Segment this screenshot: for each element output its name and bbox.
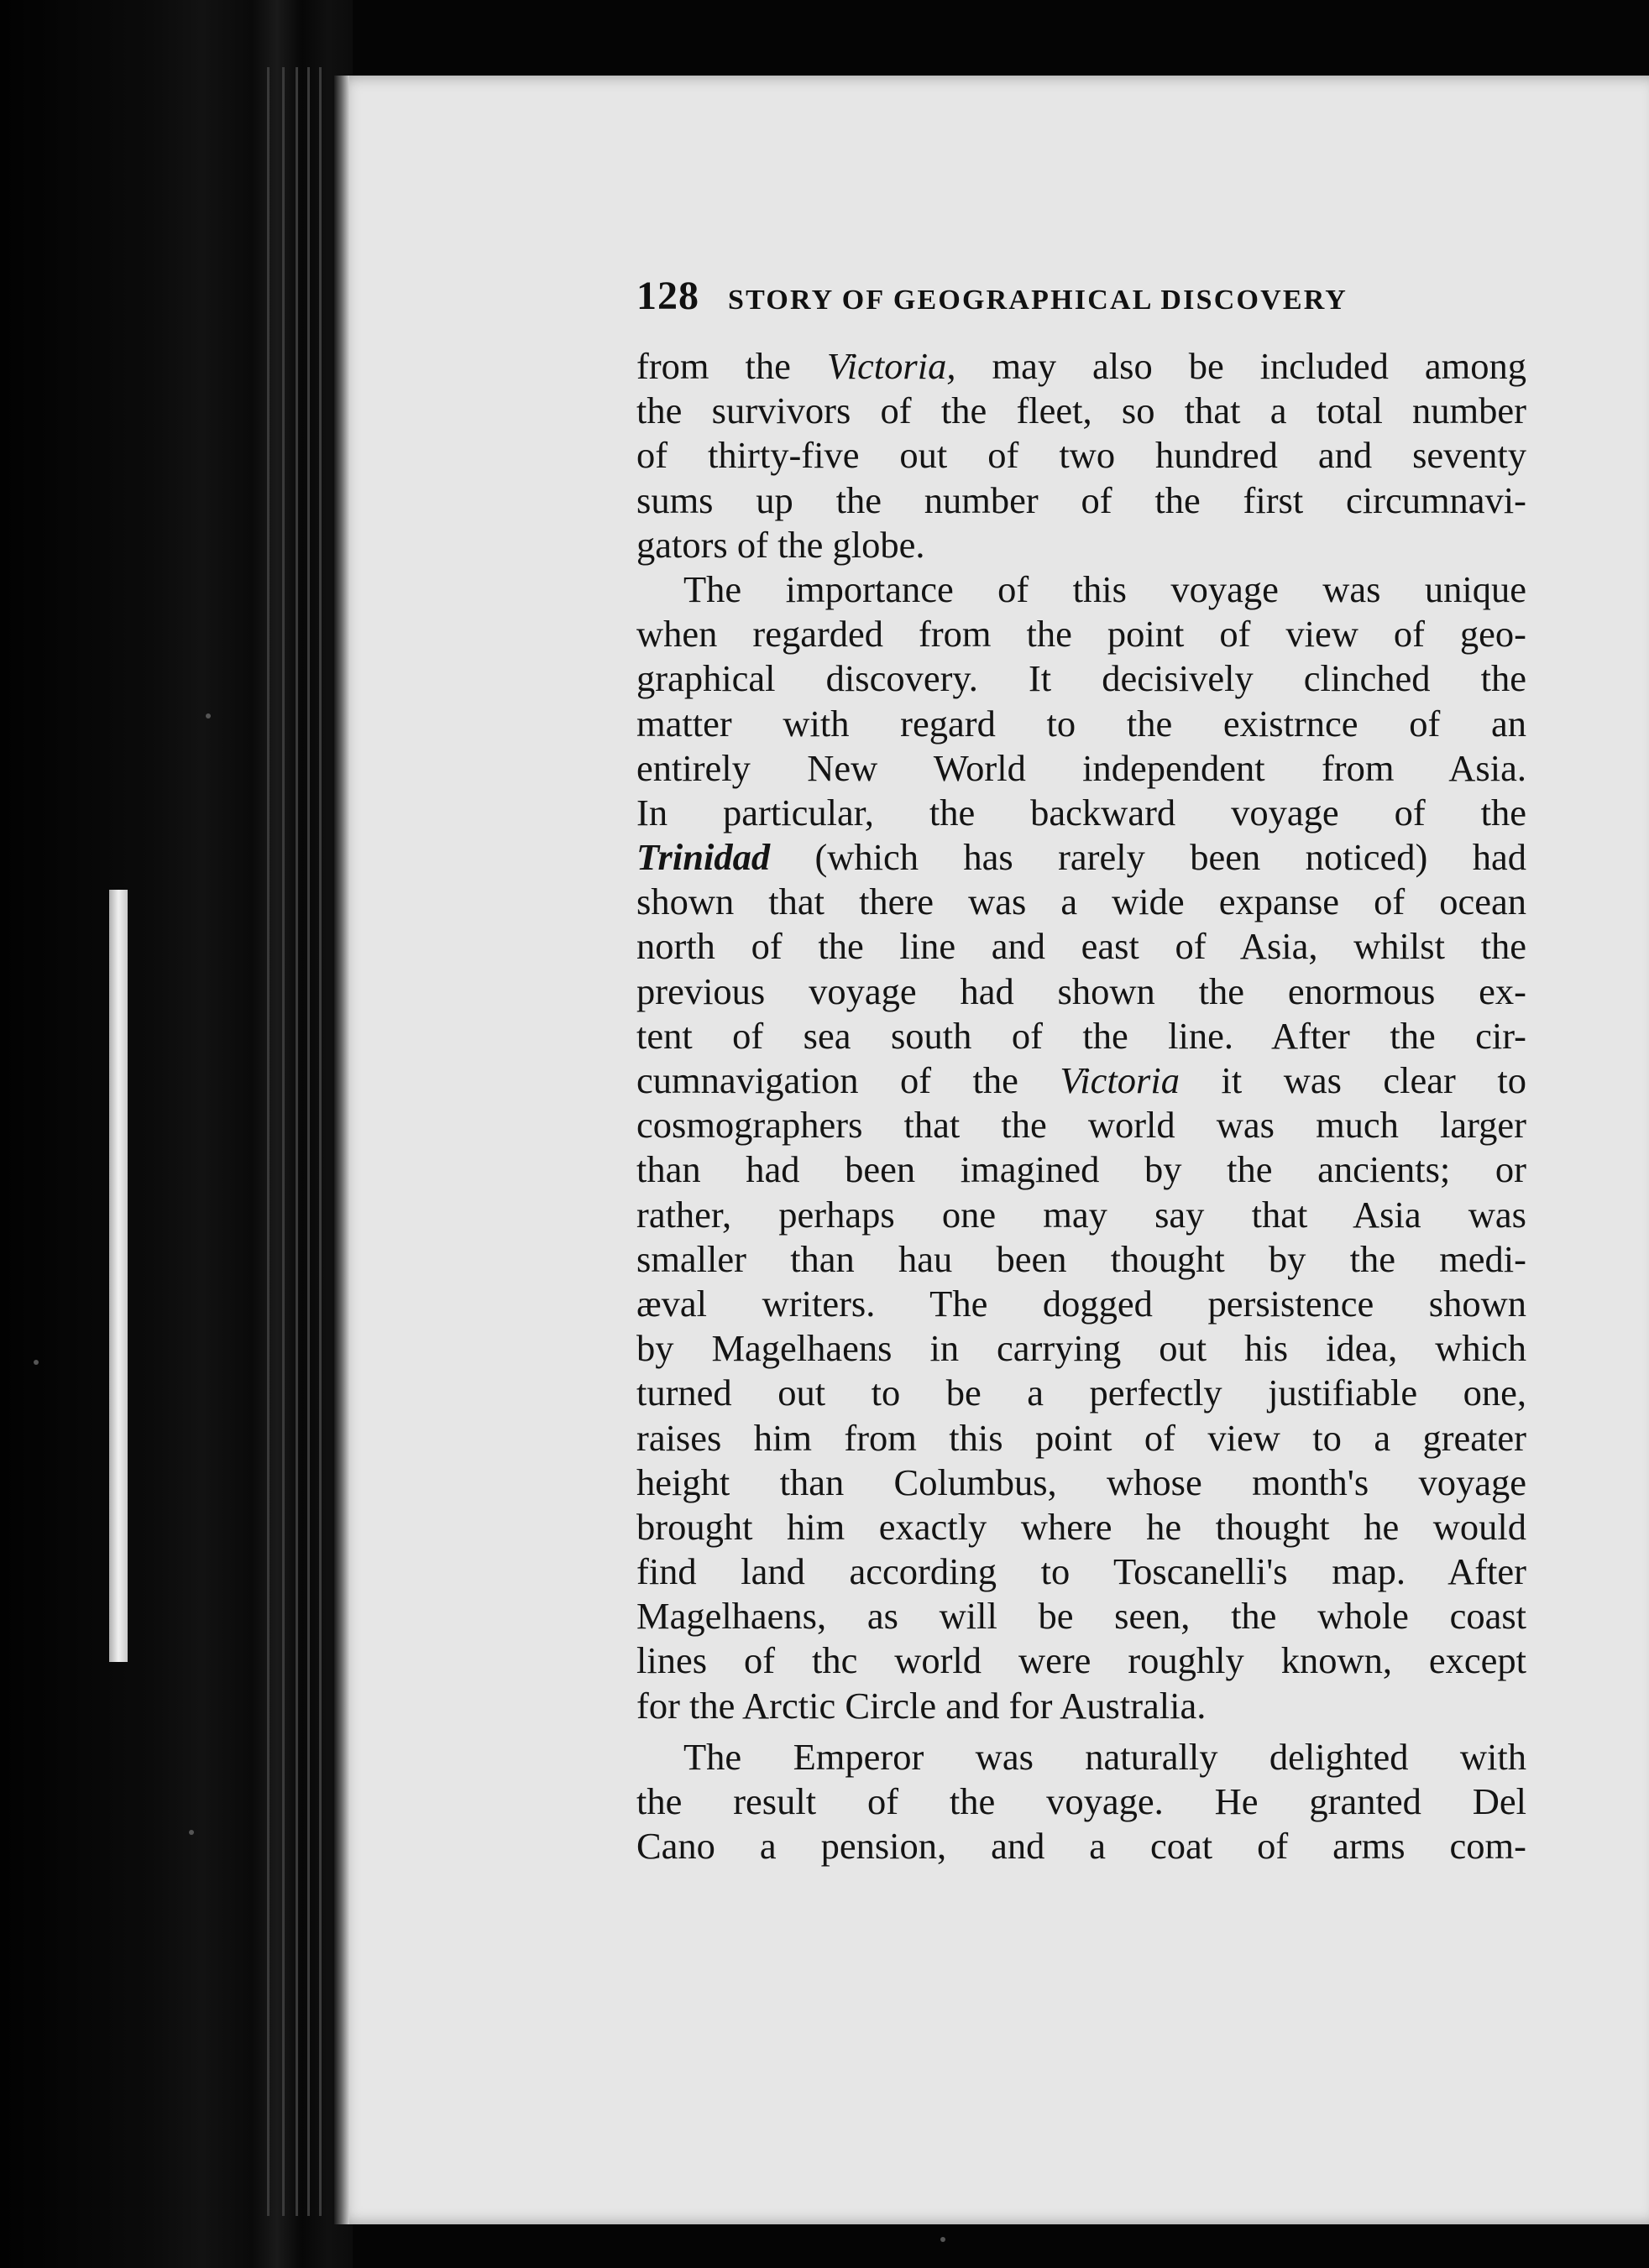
ship-name-trinidad: Trinidad [636, 836, 771, 879]
text-line: north of the line and east of Asia, whilst the [636, 925, 1526, 968]
text-line: The importance of this voyage was unique [683, 567, 1526, 610]
text-line: gators of the globe. [636, 523, 925, 566]
book-spine-edge [0, 0, 353, 2268]
running-head [636, 273, 1476, 319]
text-line: by Magelhaens in carrying out his idea, which [636, 1327, 1526, 1370]
dust-speck [34, 1360, 39, 1365]
text-line: of thirty-five out of two hundred and seventy [636, 434, 1526, 477]
page-edge-line [307, 67, 310, 2216]
text-line: the survivors of the fleet, so that a total number [636, 389, 1526, 432]
text-line: when regarded from the point of view of geo- [636, 613, 1526, 656]
text-line: previous voyage had shown the enormous ex- [636, 969, 1526, 1012]
text-line: In particular, the backward voyage of the [636, 791, 1526, 834]
text-line: cosmographers that the world was much larger [636, 1104, 1526, 1147]
body-text [636, 344, 1526, 1868]
text-line: turned out to be a perfectly justifiable one, [636, 1372, 1526, 1414]
dust-speck [189, 1830, 194, 1835]
book-page [334, 76, 1649, 2224]
page-edge-line [296, 67, 298, 2216]
text-line: find land according to Toscanelli's map. After [636, 1550, 1526, 1593]
ship-name-victoria: Victoria, [826, 345, 956, 387]
dust-speck [940, 2237, 945, 2242]
text-line: from the Victoria, may also be included among [636, 345, 1526, 387]
page-edge-line [267, 67, 270, 2216]
text-line: shown that there was a wide expanse of ocean [636, 881, 1526, 923]
dust-speck [206, 713, 211, 719]
text-line: cumnavigation of the Victoria it was clear to [636, 1059, 1526, 1101]
text-line: Cano a pension, and a coat of arms com- [636, 1825, 1526, 1868]
text-line: height than Columbus, whose month's voyage [636, 1461, 1526, 1503]
running-title: STORY OF GEOGRAPHICAL DISCOVERY [728, 285, 1348, 316]
text-line: Trinidad (which has rarely been noticed) had [636, 836, 1526, 879]
text-line: matter with regard to the existrnce of an [636, 702, 1526, 745]
text-line: smaller than hau been thought by the medi- [636, 1237, 1526, 1280]
page-edge-line [319, 67, 322, 2216]
text-line: than had been imagined by the ancients; or [636, 1148, 1526, 1191]
text-line: the result of the voyage. He granted Del [636, 1780, 1526, 1822]
text-line: sums up the number of the first circumnavi- [636, 478, 1526, 521]
light-reflection-strip [109, 890, 128, 1662]
ship-name-victoria: Victoria [1060, 1059, 1180, 1101]
text-line: tent of sea south of the line. After the cir- [636, 1014, 1526, 1057]
page-number: 128 [636, 274, 699, 318]
text-line: lines of thc world were roughly known, except [636, 1639, 1526, 1682]
text-line: æval writers. The dogged persistence shown [636, 1282, 1526, 1325]
text-line: rather, perhaps one may say that Asia was [636, 1193, 1526, 1236]
text-line: The Emperor was naturally delighted with [683, 1735, 1526, 1778]
text-line: for the Arctic Circle and for Australia. [636, 1684, 1207, 1727]
page-edge-line [282, 67, 285, 2216]
text-line: entirely New World independent from Asia. [636, 746, 1526, 789]
text-line: brought him exactly where he thought he would [636, 1505, 1526, 1548]
text-line: raises him from this point of view to a greater [636, 1416, 1526, 1459]
page-gutter-shadow [334, 76, 349, 2224]
text-line: graphical discovery. It decisively clinched the [636, 657, 1526, 700]
text-line: Magelhaens, as will be seen, the whole coast [636, 1595, 1526, 1638]
